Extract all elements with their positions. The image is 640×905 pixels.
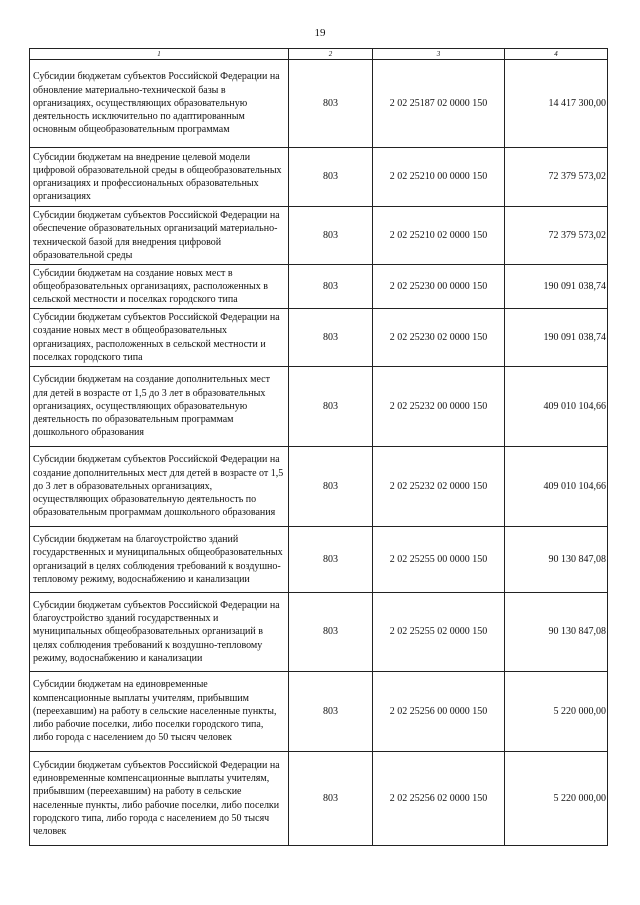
row-budget-code: 2 02 25232 02 0000 150	[373, 447, 505, 527]
row-description: Субсидии бюджетам субъектов Российской Федерации на обеспечение образовательных организаций материально-технической базой для внедрения цифровой образовательной среды	[30, 207, 289, 265]
table-row	[30, 60, 608, 148]
header-row	[30, 49, 608, 60]
header-cell-3: 3	[373, 49, 505, 60]
row-admin-code: 803	[289, 672, 373, 752]
row-admin-code: 803	[289, 265, 373, 309]
row-description: Субсидии бюджетам на создание новых мест в общеобразовательных организациях, расположенных в сельской местности и поселках городского типа	[30, 265, 289, 309]
row-admin-code: 803	[289, 60, 373, 148]
page-number: 19	[314, 27, 326, 39]
row-admin-code: 803	[289, 593, 373, 672]
header-cell-4: 4	[505, 49, 608, 60]
table-row	[30, 207, 608, 265]
header-cell-2: 2	[289, 49, 373, 60]
table-row	[30, 148, 608, 207]
row-amount: 72 379 573,02	[505, 148, 608, 207]
row-budget-code: 2 02 25230 02 0000 150	[373, 309, 505, 367]
row-admin-code: 803	[289, 207, 373, 265]
row-amount: 72 379 573,02	[505, 207, 608, 265]
row-admin-code: 803	[289, 447, 373, 527]
row-amount: 90 130 847,08	[505, 527, 608, 593]
row-budget-code: 2 02 25187 02 0000 150	[373, 60, 505, 148]
row-amount: 5 220 000,00	[505, 752, 608, 846]
table-row	[30, 447, 608, 527]
row-budget-code: 2 02 25232 00 0000 150	[373, 367, 505, 447]
row-budget-code: 2 02 25210 00 0000 150	[373, 148, 505, 207]
row-amount: 5 220 000,00	[505, 672, 608, 752]
row-budget-code: 2 02 25230 00 0000 150	[373, 265, 505, 309]
row-amount: 90 130 847,08	[505, 593, 608, 672]
row-budget-code: 2 02 25210 02 0000 150	[373, 207, 505, 265]
table-row	[30, 527, 608, 593]
row-description: Субсидии бюджетам на единовременные компенсационные выплаты учителям, прибывшим (переехавшим) на работу в сельские населенные пункты, либо рабочие поселки, либо поселки городского типа, либо города с населением до 50 тысяч человек	[30, 672, 289, 752]
row-admin-code: 803	[289, 527, 373, 593]
row-admin-code: 803	[289, 367, 373, 447]
table-row	[30, 672, 608, 752]
row-amount: 409 010 104,66	[505, 367, 608, 447]
row-description: Субсидии бюджетам субъектов Российской Федерации на благоустройство зданий государственных и муниципальных общеобразовательных организаций в целях соблюдения требований к воздушно-тепловому режиму, водоснабжению и канализации	[30, 593, 289, 672]
header-cell-1: 1	[30, 49, 289, 60]
row-description: Субсидии бюджетам субъектов Российской Федерации на обновление материально-технической базы в организациях, осуществляющих образовательную деятельность исключительно по адаптированным основным общеобразовательным программам	[30, 60, 289, 148]
row-budget-code: 2 02 25255 00 0000 150	[373, 527, 505, 593]
row-amount: 190 091 038,74	[505, 265, 608, 309]
table-row	[30, 309, 608, 367]
row-description: Субсидии бюджетам субъектов Российской Федерации на создание дополнительных мест для детей в возрасте от 1,5 до 3 лет в образовательных организациях, осуществляющих образовательную деятельность по образовательным программам дошкольного образования	[30, 447, 289, 527]
row-budget-code: 2 02 25255 02 0000 150	[373, 593, 505, 672]
row-budget-code: 2 02 25256 00 0000 150	[373, 672, 505, 752]
row-description: Субсидии бюджетам на внедрение целевой модели цифровой образовательной среды в общеобразовательных организациях и профессиональных образовательных организациях	[30, 148, 289, 207]
row-description: Субсидии бюджетам на создание дополнительных мест для детей в возрасте от 1,5 до 3 лет в образовательных организациях, осуществляющих образовательную деятельность по образовательным программам дошкольного образования	[30, 367, 289, 447]
budget-table	[29, 48, 608, 846]
row-admin-code: 803	[289, 309, 373, 367]
row-budget-code: 2 02 25256 02 0000 150	[373, 752, 505, 846]
row-description: Субсидии бюджетам субъектов Российской Федерации на единовременные компенсационные выплаты учителям, прибывшим (переехавшим) на работу в сельские населенные пункты, либо рабочие поселки, либо поселки городского типа, либо города с населением до 50 тысяч человек	[30, 752, 289, 846]
row-description: Субсидии бюджетам субъектов Российской Федерации на создание новых мест в общеобразовательных организациях, расположенных в сельской местности и поселках городского типа	[30, 309, 289, 367]
table-row	[30, 367, 608, 447]
row-description: Субсидии бюджетам на благоустройство зданий государственных и муниципальных общеобразовательных организаций в целях соблюдения требований к воздушно-тепловому режиму, водоснабжению и канализации	[30, 527, 289, 593]
row-amount: 409 010 104,66	[505, 447, 608, 527]
row-admin-code: 803	[289, 752, 373, 846]
table-row	[30, 593, 608, 672]
row-admin-code: 803	[289, 148, 373, 207]
row-amount: 14 417 300,00	[505, 60, 608, 148]
row-amount: 190 091 038,74	[505, 309, 608, 367]
table-row	[30, 752, 608, 846]
table-row	[30, 265, 608, 309]
